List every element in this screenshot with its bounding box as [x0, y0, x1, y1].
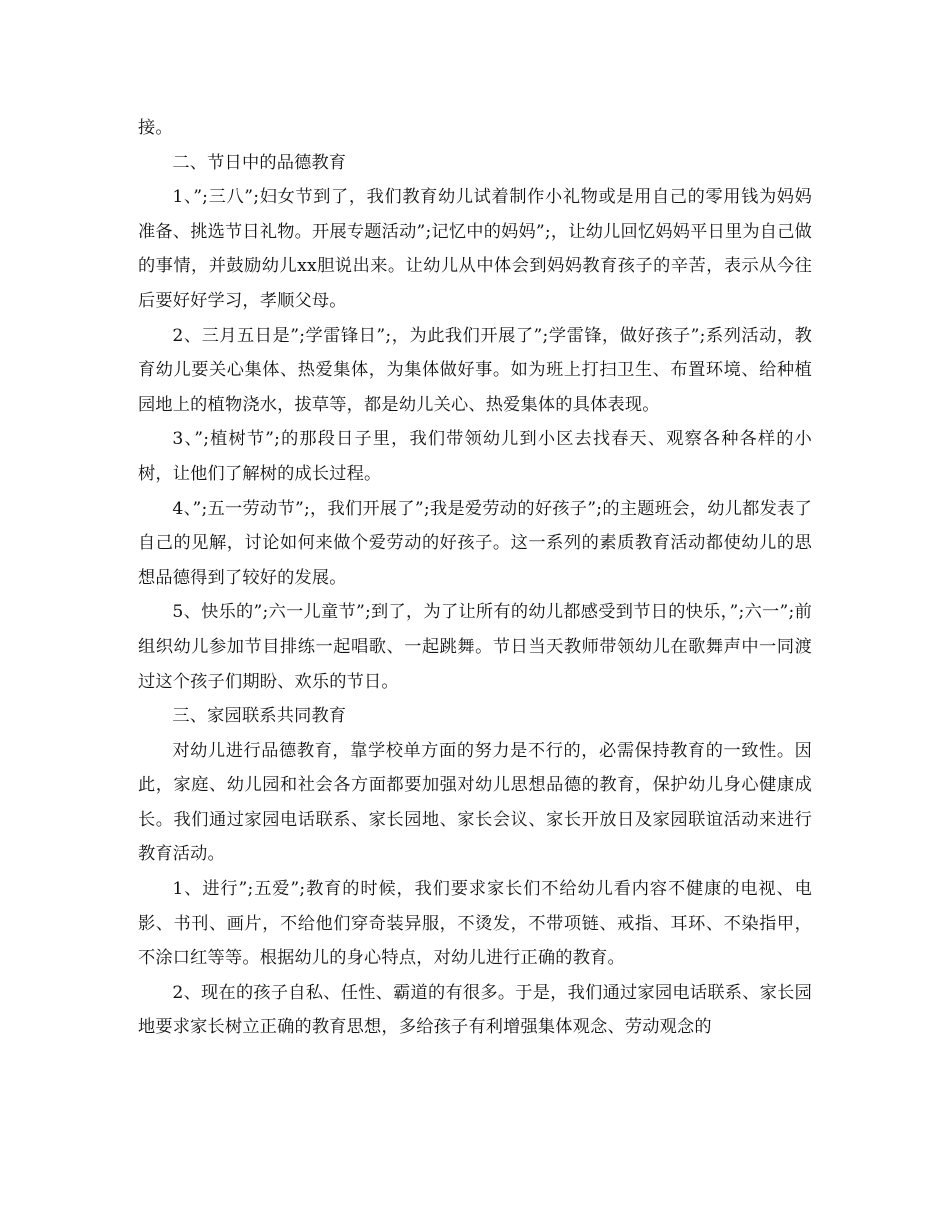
section-heading-festival-education: 二、节日中的品德教育	[172, 152, 347, 173]
paragraph-five-loves: 1、进行”;五爱”;教育的时候，我们要求家长们不给幼儿看内容不健康的电视、电影、书刊、画片，不给他们穿奇装异服，不烫发，不带项链、戒指、耳环、不染指甲，不涂口红等等。根据幼儿的身心特点，对幼儿进行正确的教育。	[138, 879, 812, 969]
paragraph-selfish-children: 2、现在的孩子自私、任性、霸道的有很多。于是，我们通过家园电话联系、家长园地要求家长树立正确的教育思想，多给孩子有利增强集体观念、劳动观念的	[138, 982, 812, 1038]
paragraph-womens-day: 1、”;三八”;妇女节到了，我们教育幼儿试着制作小礼物或是用自己的零用钱为妈妈准备、挑选节日礼物。开展专题活动”;记忆中的妈妈”;，让幼儿回忆妈妈平日里为自己做的事情，并鼓励幼儿xx胆说出来。让幼儿从中体会到妈妈教育孩子的辛苦，表示从今往后要好好学习，孝顺父母。	[138, 187, 812, 311]
paragraph-arbor-day: 3、”;植树节”;的那段日子里，我们带领幼儿到小区去找春天、观察各种各样的小树，让他们了解树的成长过程。	[138, 429, 812, 484]
section-heading-home-school: 三、家园联系共同教育	[172, 706, 347, 727]
paragraph-childrens-day: 5、快乐的”;六一儿童节”;到了，为了让所有的幼儿都感受到节日的快乐，”;六一”;前组织幼儿参加节目排练一起唱歌、一起跳舞。节日当天教师带领幼儿在歌舞声中一同渡过这个孩子们期盼、欢乐的节日。	[138, 602, 812, 692]
document-body	[138, 111, 812, 1045]
paragraph-lei-feng-day: 2、三月五日是”;学雷锋日”;，为此我们开展了”;学雷锋，做好孩子”;系列活动，教育幼儿要关心集体、热爱集体，为集体做好事。如为班上打扫卫生、布置环境、给种植园地上的植物浇水，拔草等，都是幼儿关心、热爱集体的具体表现。	[138, 325, 812, 415]
paragraph-home-school-intro: 对幼儿进行品德教育，靠学校单方面的努力是不行的，必需保持教育的一致性。因此，家庭、幼儿园和社会各方面都要加强对幼儿思想品德的教育，保护幼儿身心健康成长。我们通过家园电话联系、家长园地、家长会议、家长开放日及家园联谊活动来进行教育活动。	[138, 740, 812, 865]
paragraph-labor-day: 4、”;五一劳动节”;，我们开展了”;我是爱劳动的好孩子”;的主题班会，幼儿都发表了自己的见解，讨论如何来做个爱劳动的好孩子。这一系列的素质教育活动都使幼儿的思想品德得到了较好的发展。	[138, 498, 812, 588]
paragraph-continuation: 接。	[138, 118, 173, 138]
